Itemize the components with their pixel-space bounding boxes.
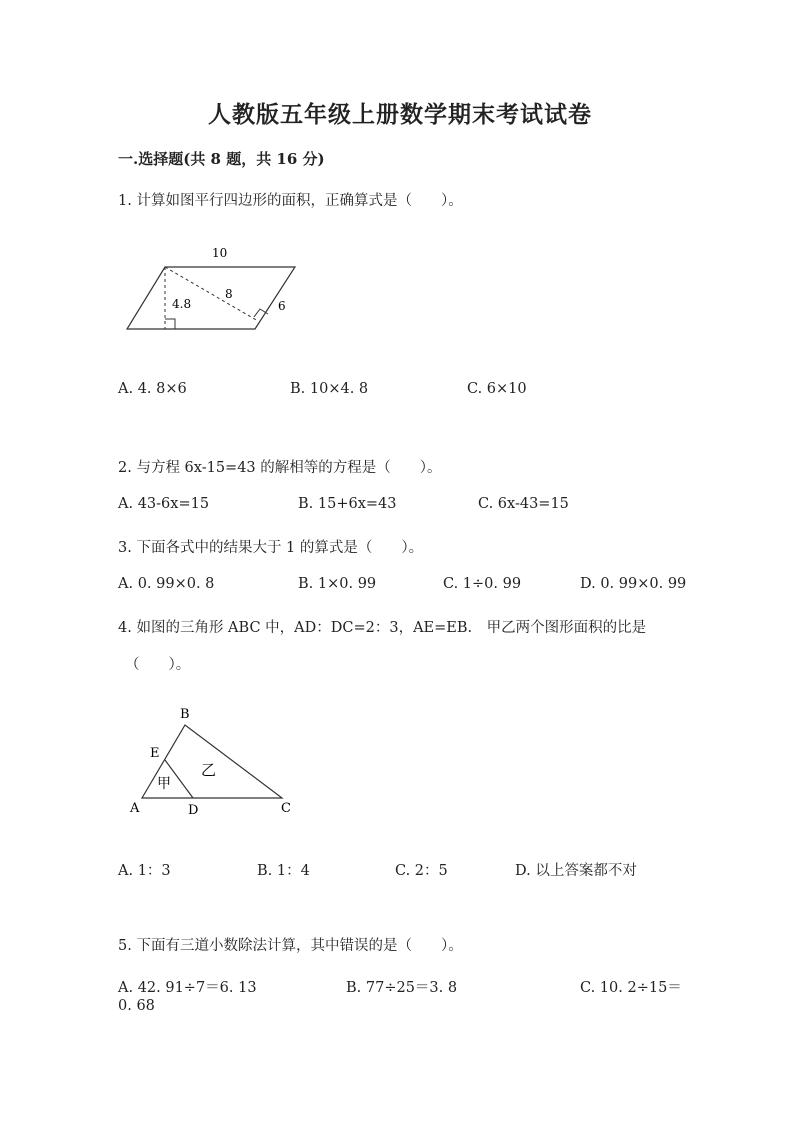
q4-option-a[interactable]: A. 1：3 <box>118 863 171 879</box>
label-e: E <box>150 746 160 761</box>
question-3-text: 3. 下面各式中的结果大于 1 的算式是（ ）。 <box>118 540 424 556</box>
label-a: A <box>130 801 140 816</box>
q5-option-c[interactable]: C. 10. 2÷15＝ <box>580 980 682 996</box>
q4-option-d[interactable]: D. 以上答案都不对 <box>515 863 637 879</box>
q2-option-c[interactable]: C. 6x-43=15 <box>478 496 569 512</box>
q2-option-b[interactable]: B. 15+6x=43 <box>298 496 397 512</box>
label-b: B <box>180 707 190 722</box>
section-heading: 一.选择题(共 8 题，共 16 分) <box>118 150 325 168</box>
label-jia: 甲 <box>157 776 171 792</box>
q5-option-a[interactable]: A. 42. 91÷7＝6. 13 <box>118 980 257 996</box>
question-5-text: 5. 下面有三道小数除法计算，其中错误的是（ ）。 <box>118 938 463 954</box>
parallelogram-figure <box>118 238 318 338</box>
question-2-text: 2. 与方程 6x-15=43 的解相等的方程是（ ）。 <box>118 460 442 476</box>
q5-option-b[interactable]: B. 77÷25＝3. 8 <box>346 980 458 996</box>
label-c: C <box>281 801 291 816</box>
q3-option-b[interactable]: B. 1×0. 99 <box>298 576 377 592</box>
q5-option-c-cont: 0. 68 <box>118 998 155 1014</box>
page-title: 人教版五年级上册数学期末考试试卷 <box>208 101 592 128</box>
q2-option-a[interactable]: A. 43-6x=15 <box>118 496 210 512</box>
question-1-text: 1. 计算如图平行四边形的面积，正确算式是（ ）。 <box>118 193 463 209</box>
triangle-figure <box>125 700 305 820</box>
q4-option-b[interactable]: B. 1：4 <box>257 863 310 879</box>
label-side: 6 <box>278 299 286 313</box>
q1-option-a[interactable]: A. 4. 8×6 <box>118 381 187 397</box>
q4-option-c[interactable]: C. 2：5 <box>395 863 448 879</box>
q3-option-a[interactable]: A. 0. 99×0. 8 <box>118 576 215 592</box>
label-d: D <box>188 803 199 818</box>
q1-option-c[interactable]: C. 6×10 <box>467 381 527 397</box>
label-diagonal: 8 <box>225 287 233 301</box>
question-4-text-cont: （ ）。 <box>125 657 191 673</box>
q3-option-d[interactable]: D. 0. 99×0. 99 <box>580 576 687 592</box>
q3-option-c[interactable]: C. 1÷0. 99 <box>443 576 522 592</box>
label-top: 10 <box>212 246 228 260</box>
label-yi: 乙 <box>201 761 217 779</box>
q1-option-b[interactable]: B. 10×4. 8 <box>290 381 369 397</box>
question-4-text: 4. 如图的三角形 ABC 中，AD：DC=2：3，AE=EB. 甲乙两个图形面积的比是 <box>118 620 647 636</box>
label-height: 4.8 <box>172 297 192 311</box>
